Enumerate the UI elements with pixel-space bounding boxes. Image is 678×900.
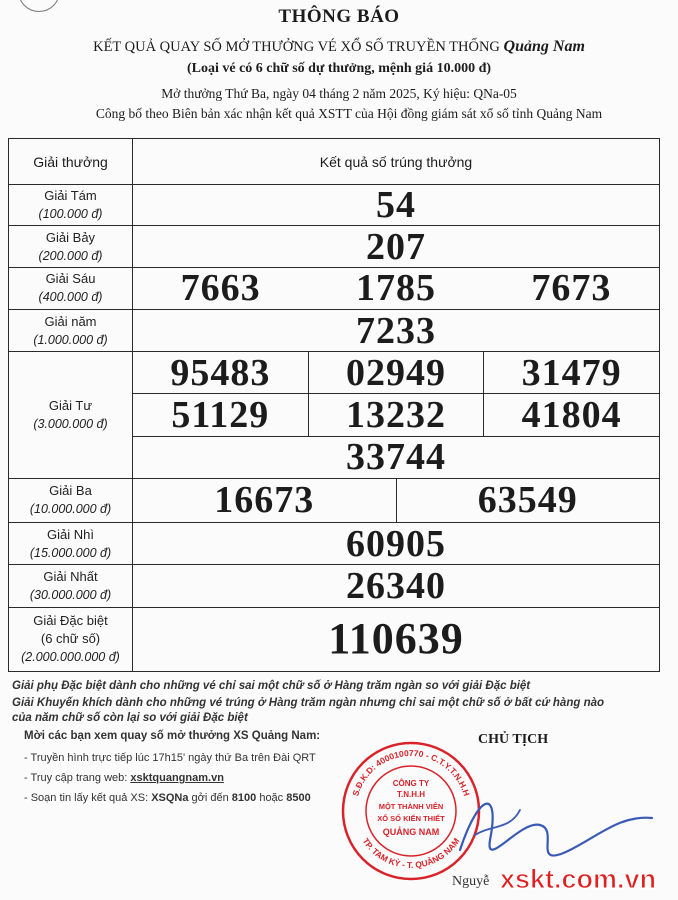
notice-subtitle [0,38,678,56]
sms-code: XSQNa [151,792,189,804]
winning-number: 60905 [133,523,660,565]
number-group [133,267,660,309]
winning-number: 16673 [214,479,315,522]
footnote-encouragement: Giải Khuyến khích dành cho những vé trúng ở Hàng trăm ngàn nhưng chỉ sai một chữ số ở bất cứ hàng nào [12,697,605,709]
draw-date-line: Mở thưởng Thứ Ba, ngày 04 tháng 2 năm 2025, Ký hiệu: QNa-05 [161,86,517,101]
table-row [9,478,660,522]
table-row [9,267,660,309]
prize-name: Giải Tám [44,188,97,204]
stamp-line5: QUẢNG NAM [382,827,440,837]
header-prize: Giải thưởng [9,139,133,185]
sms-number-1: 8100 [231,792,257,804]
sms-or: hoặc [256,792,287,804]
prize-name: Giải Đặc biệt [33,613,108,629]
prize-digits: (6 chữ số) [40,631,101,647]
website-link[interactable]: xsktquangnam.vn [130,772,224,784]
notice-title: THÔNG BÁO [278,6,400,27]
number-group [133,478,660,522]
prize-label [9,267,133,309]
ticket-note: (Loại vé có 6 chữ số dự thưởng, mệnh giá 10.000 đ) [186,61,492,76]
table-row [9,185,660,226]
winning-number: 02949 [308,352,484,393]
sms-line [24,792,311,804]
table-row [9,309,660,351]
prize-label [9,352,133,479]
winning-number: 33744 [133,436,660,478]
number-group [133,394,660,436]
winning-number: 13232 [308,394,484,435]
sms-mid: gởi đến [188,792,232,804]
prize-label [9,523,133,565]
winning-number: 95483 [170,351,271,394]
table-row [9,565,660,607]
prize-label [9,309,133,351]
prize-label [9,565,133,607]
stamp-line3: MỘT THÀNH VIÊN [378,802,444,811]
prize-value: (2.000.000.000 đ) [21,650,120,665]
chairman-title: CHỦ TỊCH [478,732,549,747]
stamp-ring-top: S.Đ.K.D: 4000100770 - C.T.Y.T.N.H.H [350,747,472,798]
table-header-row [9,139,660,185]
special-winning-number: 110639 [133,607,660,671]
prize-name: Giải Nhất [43,568,98,584]
number-group [133,352,660,394]
signer-name: Nguyễ [452,874,490,889]
sms-prefix: - Soạn tin lấy kết quả XS: [24,792,152,804]
table-row [9,226,660,267]
stamp-line1: CÔNG TY [392,779,430,788]
footnote-encouragement-cont: của năm chữ số còn lại so với giải Đặc biệt [12,712,248,724]
header-result: Kết quả số trúng thưởng [133,139,660,185]
stamp-line4: XỔ SỐ KIẾN THIẾT [377,814,445,823]
board-line: Công bố theo Biên bản xác nhận kết quả XSTT của Hội đồng giám sát xổ số tỉnh Quảng Nam [95,106,603,121]
prize-value: (1.000.000 đ) [33,332,108,347]
results-table [8,138,660,672]
footnote-consolation: Giải phụ Đặc biệt dành cho những vé chỉ sai một chữ số ở Hàng trăm ngàn so với giải Đặc biệt [12,680,531,692]
winning-number: 7663 [180,267,261,310]
web-line [24,772,224,784]
winning-number: 7233 [133,309,660,351]
winning-number: 7673 [531,267,612,310]
sms-number-2: 8500 [286,792,311,804]
prize-label [9,478,133,522]
prize-name: Giải Nhì [47,526,94,542]
stamp-ring-bottom: TP. TAM KỲ - T. QUẢNG NAM [360,836,462,871]
subtitle-text: KẾT QUẢ QUAY SỐ MỞ THƯỞNG VÉ XỔ SỐ TRUYỀN THỐNG [93,39,500,55]
prize-value: (15.000.000 đ) [29,545,112,560]
winning-number: 26340 [133,565,660,607]
winning-number: 1785 [355,267,436,310]
invite-line: Mời các bạn xem quay số mở thưởng XS Quảng Nam: [24,730,321,742]
prize-value: (200.000 đ) [38,248,103,263]
winning-number: 51129 [171,394,270,436]
prize-value: (3.000.000 đ) [33,417,108,431]
prize-value: (30.000.000 đ) [29,587,112,602]
prize-name: Giải Tư [48,398,93,413]
prize-label [9,226,133,267]
prize-name: Giải Bảy [45,229,96,245]
winning-number: 54 [133,185,660,226]
prize-label [9,185,133,226]
province-handwritten: Quảng Nam [503,38,585,55]
table-row [9,607,660,671]
web-prefix: - Truy cập trang web: [24,772,131,784]
table-row [9,523,660,565]
prize-name: Giải Sáu [45,271,96,287]
prize-label [9,607,133,671]
winning-number: 207 [133,226,660,267]
table-row [9,352,660,394]
prize-value: (400.000 đ) [38,290,103,305]
site-watermark: xskt.com.vn [500,864,657,894]
stamp-line2: T.N.H.H [397,790,425,799]
winning-number: 63549 [396,479,660,522]
prize-value: (10.000.000 đ) [29,502,112,517]
prize-name: Giải năm [44,313,97,329]
winning-number: 31479 [483,352,659,393]
prize-value: (100.000 đ) [38,207,103,222]
winning-number: 41804 [483,394,659,435]
prize-name: Giải Ba [49,483,92,499]
tv-line: - Truyền hình trực tiếp lúc 17h15' ngày thứ Ba trên Đài QRT [24,752,316,764]
